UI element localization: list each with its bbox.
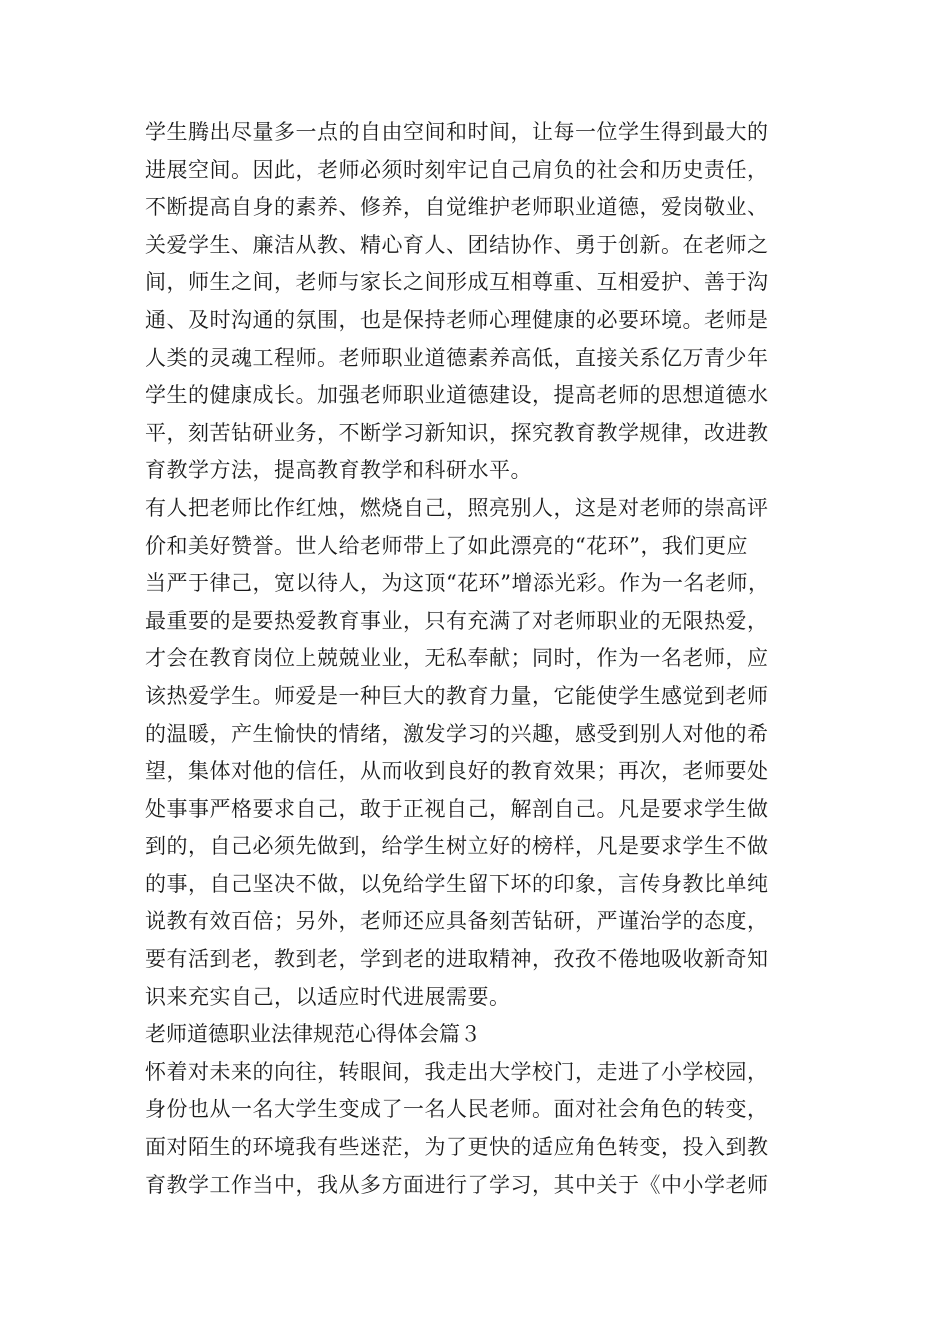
text-line: 平，刻苦钻研业务，不断学习新知识，探究教育教学规律，改进教 [145, 420, 769, 445]
text-line: 学生腾出尽量多一点的自由空间和时间，让每一位学生得到最大的 [145, 120, 769, 144]
document-body [145, 114, 845, 1204]
paragraph-1 [145, 114, 845, 490]
text-line: 才会在教育岗位上兢兢业业，无私奉献；同时，作为一名老师，应 [145, 646, 769, 671]
paragraph-2 [145, 490, 845, 1016]
paragraph-3 [145, 1054, 845, 1204]
text-line: 最重要的是要热爱教育事业，只有充满了对老师职业的无限热爱， [145, 608, 769, 633]
text-line: 身份也从一名大学生变成了一名人民老师。面对社会角色的转变， [145, 1097, 769, 1122]
text-line: 怀着对未来的向往，转眼间，我走出大学校门，走进了小学校园， [145, 1059, 769, 1084]
text-line: 说教有效百倍；另外，老师还应具备刻苦钻研，严谨治学的态度， [145, 909, 769, 934]
text-line: 当严于律己，宽以待人，为这顶“花环”增添光彩。作为一名老师， [145, 571, 770, 596]
text-line: 通、及时沟通的氛围，也是保持老师心理健康的必要环境。老师是 [145, 307, 769, 332]
text-line: 到的，自己必须先做到，给学生树立好的榜样，凡是要求学生不做 [145, 834, 769, 859]
text-line: 育教学工作当中，我从多方面进行了学习，其中关于《中小学老师 [145, 1172, 769, 1197]
text-line: 的事，自己坚决不做，以免给学生留下坏的印象，言传身教比单纯 [145, 871, 769, 896]
text-line: 学生的健康成长。加强老师职业道德建设，提高老师的思想道德水 [145, 383, 769, 408]
text-line: 该热爱学生。师爱是一种巨大的教育力量，它能使学生感觉到老师 [145, 683, 769, 708]
text-line: 处事事严格要求自己，敢于正视自己，解剖自己。凡是要求学生做 [145, 796, 769, 821]
section-heading [145, 1016, 845, 1054]
text-line: 不断提高自身的素养、修养，自觉维护老师职业道德，爱岗敬业、 [145, 195, 769, 220]
text-line: 进展空间。因此，老师必须时刻牢记自己肩负的社会和历史责任， [145, 157, 769, 182]
text-line: 关爱学生、廉洁从教、精心育人、团结协作、勇于创新。在老师之 [145, 232, 769, 257]
text-line: 人类的灵魂工程师。老师职业道德素养高低，直接关系亿万青少年 [145, 345, 769, 370]
text-line: 要有活到老，教到老，学到老的进取精神，孜孜不倦地吸收新奇知 [145, 947, 769, 972]
text-line: 识来充实自己，以适应时代进展需要。 [145, 984, 511, 1009]
section-heading-text: 老师道德职业法律规范心得体会篇３ [145, 1022, 481, 1047]
text-line: 的温暖，产生愉快的情绪，激发学习的兴趣，感受到别人对他的希 [145, 721, 769, 746]
text-line: 间，师生之间，老师与家长之间形成互相尊重、互相爱护、善于沟 [145, 270, 769, 295]
text-line: 望，集体对他的信任，从而收到良好的教育效果；再次，老师要处 [145, 759, 769, 784]
text-line: 有人把老师比作红烛，燃烧自己，照亮别人，这是对老师的崇高评 [145, 495, 769, 520]
text-line: 价和美好赞誉。世人给老师带上了如此漂亮的“花环”，我们更应 [145, 533, 748, 558]
text-line: 面对陌生的环境我有些迷茫，为了更快的适应角色转变，投入到教 [145, 1135, 769, 1160]
text-line: 育教学方法，提高教育教学和科研水平。 [145, 458, 532, 483]
